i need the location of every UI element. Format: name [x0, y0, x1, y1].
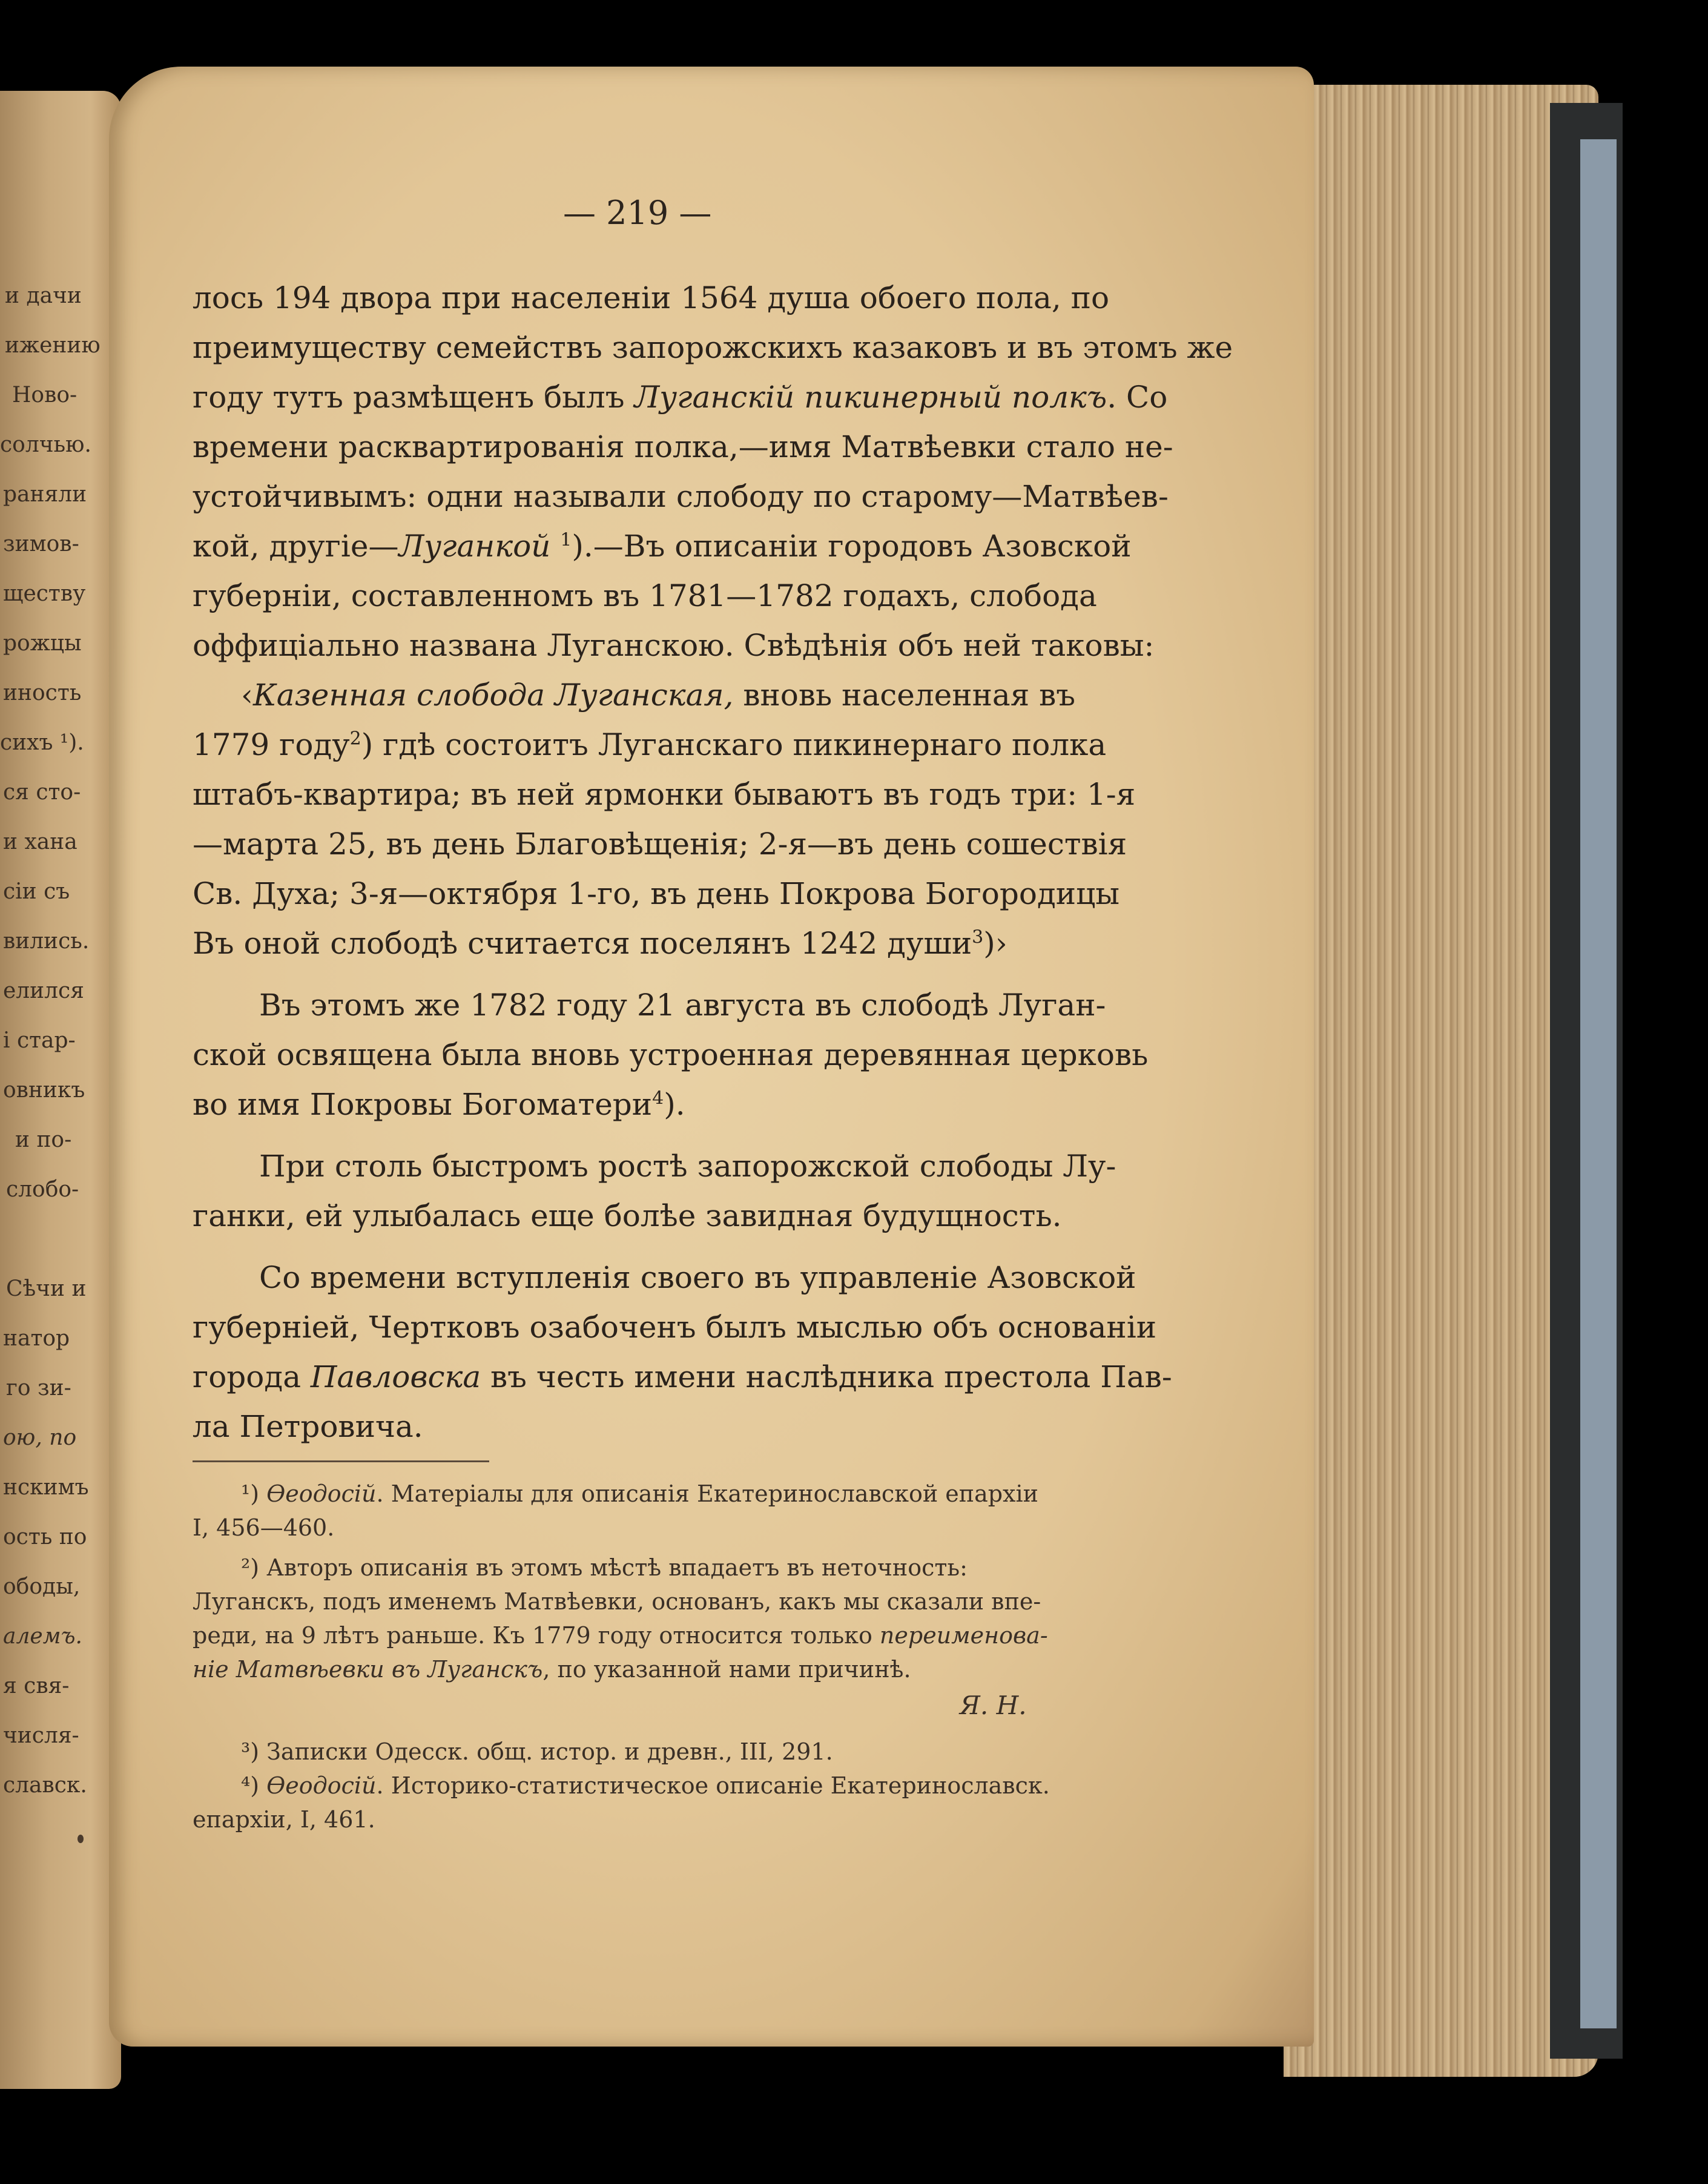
- footnote-ref: 4: [652, 1087, 664, 1109]
- page-number: — 219 —: [563, 194, 712, 232]
- text-line: губерніи, составленномъ въ 1781—1782 годахъ, слобода: [193, 578, 1097, 613]
- text-line: ской освящена была вновь устроенная деревянная церковь: [193, 1037, 1149, 1072]
- facing-page-fragment: го зи-: [6, 1376, 71, 1400]
- facing-page-fragment: Ново-: [12, 383, 77, 407]
- facing-page-fragment: я свя-: [3, 1674, 70, 1698]
- facing-page-fragment: і стар-: [3, 1028, 76, 1053]
- footnote-separator: [193, 1460, 489, 1462]
- text-line: Въ оной слободѣ считается поселянъ 1242 души$^3$)›: [193, 926, 1007, 961]
- text-line: преимуществу семействъ запорожскихъ казаковъ и въ этомъ же: [193, 330, 1233, 365]
- facing-page-fragment: ободы,: [3, 1574, 81, 1599]
- text-line: ганки, ей улыбалась еще болѣе завидная будущность.: [193, 1198, 1062, 1233]
- facing-page-fragment: ся сто-: [3, 780, 81, 805]
- facing-page-fragment: натор: [3, 1326, 70, 1351]
- text-line: лось 194 двора при населеніи 1564 душа обоего пола, по: [193, 280, 1110, 315]
- text-line: ‹Казенная слобода Луганская, вновь населенная въ: [241, 678, 1076, 713]
- text-line: году тутъ размѣщенъ былъ Луганскій пикинерный полкъ. Со: [193, 380, 1168, 415]
- footnote-ref: 2: [349, 728, 361, 750]
- facing-page-fragment: солчью.: [0, 432, 91, 457]
- facing-page-fragment: ость по: [3, 1525, 87, 1549]
- facing-page-fragment: раняли: [3, 482, 87, 507]
- text-line: Въ этомъ же 1782 году 21 августа въ слободѣ Луган-: [259, 988, 1106, 1023]
- facing-page-fragment: сихъ ¹).: [0, 730, 84, 755]
- facing-page-fragment: елился: [3, 978, 84, 1003]
- facing-page-fragment: нскимъ: [3, 1475, 89, 1500]
- text-line: во имя Покровы Богоматери$^4$).: [193, 1087, 685, 1122]
- facing-page-fragment: Сѣчи и: [6, 1276, 87, 1301]
- text-line: города Павловска въ честь имени наслѣдника престола Пав-: [193, 1359, 1172, 1394]
- facing-page-fragment: овникъ: [3, 1078, 85, 1103]
- facing-page-fragment: иность: [3, 681, 82, 705]
- footnote-line: ³) Записки Одесск. общ. истор. и древн., III, 291.: [241, 1738, 833, 1765]
- facing-page-fragment: ществу: [3, 581, 86, 606]
- text-line: ла Петровича.: [193, 1409, 423, 1444]
- facing-page-fragment: рожцы: [3, 631, 82, 656]
- footnote-line: Луганскъ, подъ именемъ Матвѣевки, основанъ, какъ мы сказали впе-: [193, 1588, 1041, 1615]
- facing-page-fragment: зимов-: [3, 532, 79, 556]
- text-line: штабъ-квартира; въ ней ярмонки бываютъ въ годъ три: 1-я: [193, 777, 1136, 812]
- ink-speck: [77, 1835, 84, 1843]
- facing-page-fragment: слобо-: [6, 1177, 79, 1202]
- footnote-line: I, 456—460.: [193, 1514, 335, 1541]
- cover-board-edge: [1580, 139, 1617, 2028]
- text-line: При столь быстромъ ростѣ запорожской слободы Лу-: [259, 1149, 1116, 1184]
- footnote-line: епархіи, I, 461.: [193, 1806, 375, 1833]
- facing-page-fragment: и хана: [3, 830, 77, 854]
- text-line: устойчивымъ: одни называли слободу по старому—Матвѣев-: [193, 479, 1169, 514]
- facing-page-fragment: ижению: [5, 333, 101, 358]
- text-line: 1779 году$^2$) гдѣ состоитъ Луганскаго пикинернаго полка: [193, 727, 1107, 762]
- footnote-line: ¹) Өеодосій. Матеріалы для описанія Екатеринославской епархіи: [241, 1480, 1038, 1507]
- facing-page-fragment: вились.: [3, 929, 90, 954]
- city-name: Павловска: [310, 1359, 481, 1394]
- text-line: губерніей, Чертковъ озабоченъ былъ мыслью объ основаніи: [193, 1310, 1157, 1345]
- facing-page-fragment: и по-: [15, 1127, 72, 1152]
- text-line: —марта 25, въ день Благовѣщенія; 2-я—въ день сошествія: [193, 826, 1127, 862]
- footnote-line: реди, на 9 лѣтъ раньше. Къ 1779 году относится только переименова-: [193, 1622, 1048, 1649]
- text-line: времени расквартированія полка,—имя Матвѣевки стало не-: [193, 429, 1173, 464]
- facing-page-fragment: числя-: [3, 1723, 79, 1748]
- author-signature: Я. Н.: [960, 1691, 1027, 1720]
- facing-page: [0, 91, 121, 2089]
- facing-page-fragment: славск.: [3, 1773, 87, 1798]
- footnote-line: ніе Матвѣевки въ Луганскъ, по указанной нами причинѣ.: [193, 1656, 911, 1683]
- facing-page-fragment: сіи съ: [3, 879, 70, 904]
- text-line: Св. Духа; 3-я—октября 1-го, въ день Покрова Богородицы: [193, 876, 1120, 911]
- footnote-ref: 1: [560, 529, 572, 551]
- text-line: кой, другіе—Луганкой $^1$).—Въ описаніи городовъ Азовской: [193, 529, 1132, 564]
- text-line: оффиціально названа Луганскою. Свѣдѣнія объ ней таковы:: [193, 628, 1155, 663]
- facing-page-fragment: и дачи: [5, 283, 82, 308]
- footnote-line: ⁴) Өеодосій. Историко-статистическое описаніе Екатеринославск.: [241, 1772, 1050, 1799]
- regiment-name: Луганскій пикинерный полкъ: [634, 380, 1107, 415]
- footnote-line: ²) Авторъ описанія въ этомъ мѣстѣ впадаетъ въ неточность:: [241, 1554, 968, 1581]
- footnote-ref: 3: [972, 926, 984, 948]
- text-line: Со времени вступленія своего въ управленіе Азовской: [259, 1260, 1136, 1295]
- facing-page-fragment: алемъ.: [3, 1624, 82, 1649]
- facing-page-fragment: ою, по: [3, 1425, 77, 1450]
